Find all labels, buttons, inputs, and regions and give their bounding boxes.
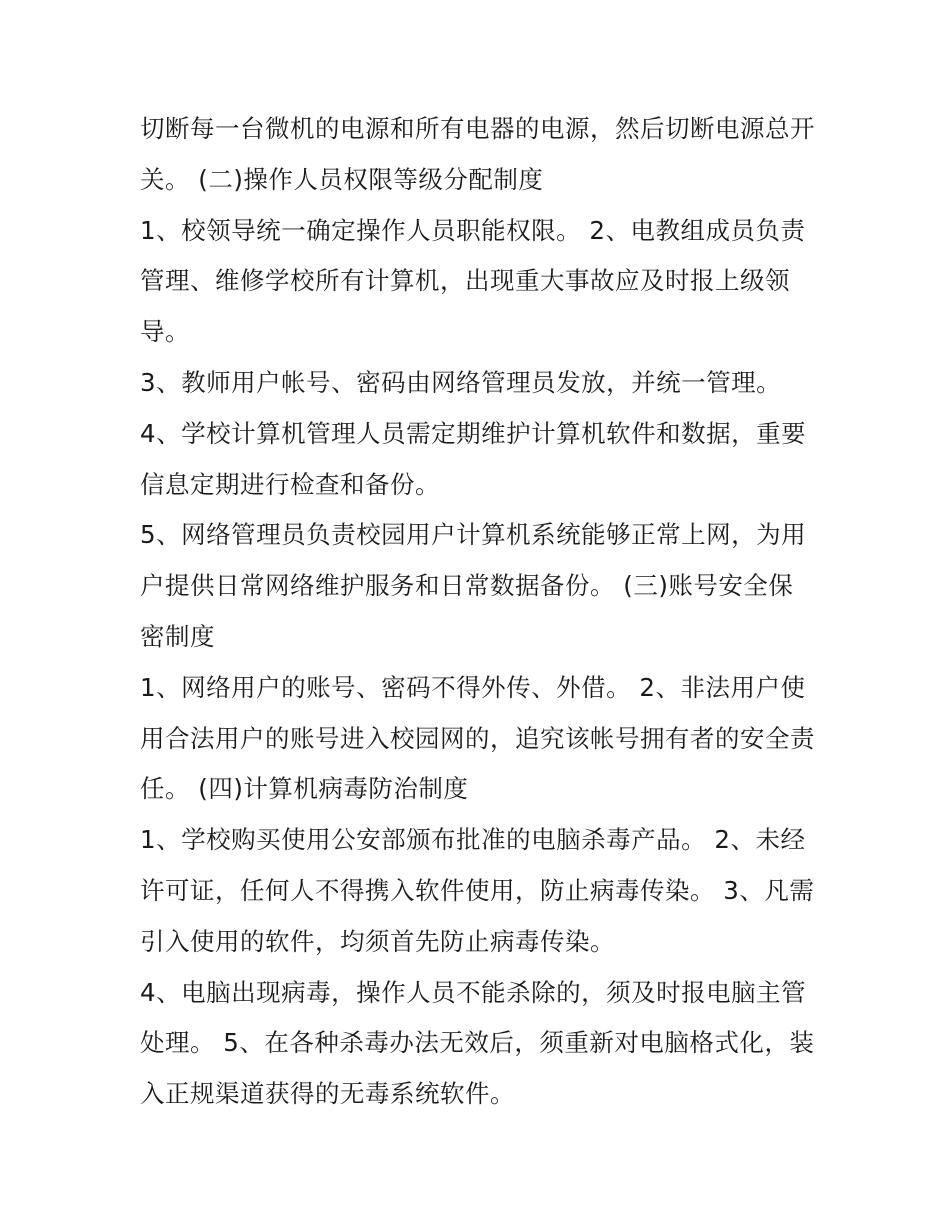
text-line: 1、校领导统一确定操作人员职能权限。 2、电教组成员负责: [140, 215, 806, 245]
text-line: 许可证，任何人不得携入软件使用，防止病毒传染。 3、凡需: [140, 875, 815, 905]
text-line: 任。 (四)计算机病毒防治制度: [140, 774, 469, 804]
text-line: 关。 (二)操作人员权限等级分配制度: [140, 164, 544, 194]
text-line: 引入使用的软件，均须首先防止病毒传染。: [140, 926, 615, 956]
text-line: 1、学校购买使用公安部颁布批准的电脑杀毒产品。 2、未经: [140, 825, 806, 855]
text-line: 处理。 5、在各种杀毒办法无效后，须重新对电脑格式化，装: [140, 1028, 815, 1058]
text-line: 4、学校计算机管理人员需定期维护计算机软件和数据，重要: [140, 418, 807, 448]
text-line: 4、电脑出现病毒，操作人员不能杀除的，须及时报电脑主管: [140, 977, 807, 1007]
text-line: 信息定期进行检查和备份。: [140, 469, 440, 499]
text-line: 切断每一台微机的电源和所有电器的电源，然后切断电源总开: [140, 114, 815, 143]
text-line: 密制度: [140, 621, 215, 651]
text-line: 1、网络用户的账号、密码不得外传、外借。 2、非法用户使: [140, 672, 806, 702]
text-line: 5、网络管理员负责校园用户计算机系统能够正常上网，为用: [140, 520, 807, 550]
text-line: 户提供日常网络维护服务和日常数据备份。 (三)账号安全保: [140, 571, 794, 601]
text-line: 3、教师用户帐号、密码由网络管理员发放，并统一管理。: [140, 367, 782, 397]
document-body: [140, 104, 820, 1120]
text-line: 导。: [140, 317, 190, 347]
text-line: 管理、维修学校所有计算机，出现重大事故应及时报上级领: [140, 266, 790, 296]
text-line: 入正规渠道获得的无毒系统软件。: [140, 1079, 515, 1109]
text-line: 用合法用户的账号进入校园网的，追究该帐号拥有者的安全责: [140, 723, 815, 753]
